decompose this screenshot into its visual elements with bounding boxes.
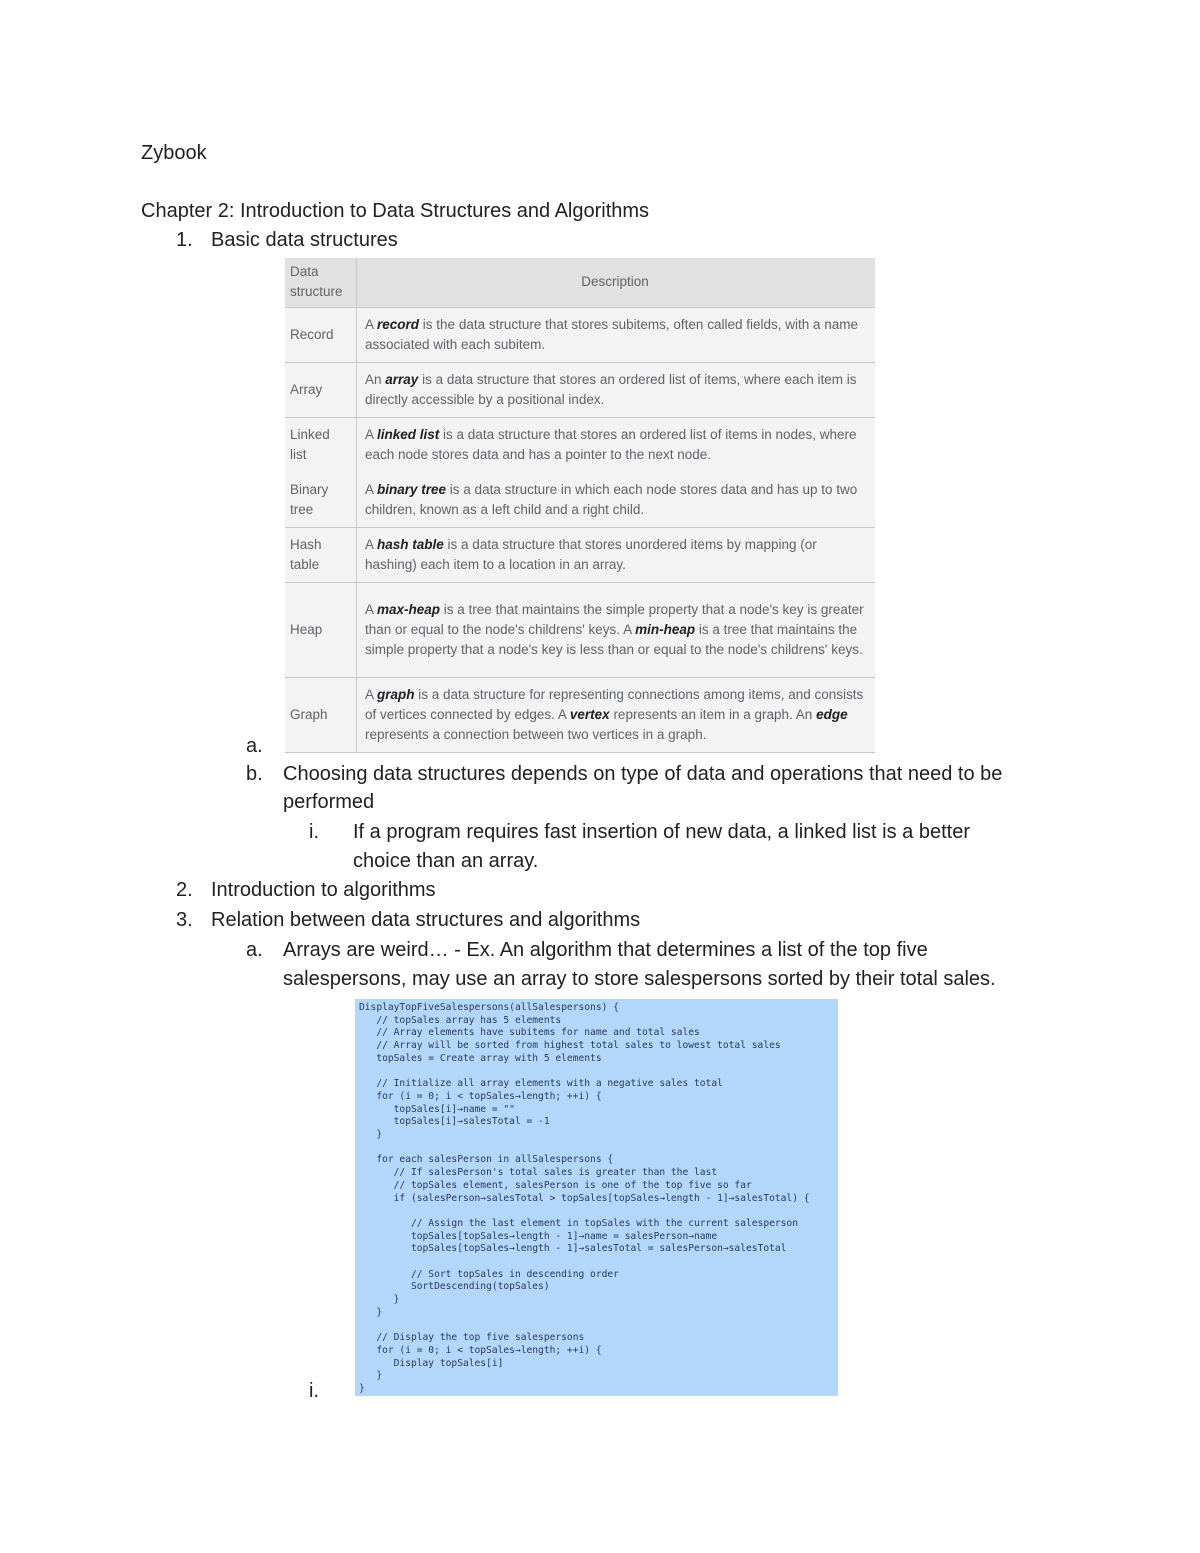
row-desc-graph: A graph is a data structure for representing connections among items, and consists of vertices connected by edges. A vertex represents an item in a graph. An edge represents a connection between two vertices in a graph. (357, 677, 876, 752)
row-name-hash-table: Hash table (285, 527, 357, 582)
sub3-a-line-2: salespersons, may use an array to store salespersons sorted by their total sales. (283, 968, 996, 990)
sub-b-i-line-1: If a program requires fast insertion of new data, a linked list is a better (353, 821, 970, 843)
row-desc-linked-list-binary-tree (357, 417, 876, 527)
row-name-linked-list: Linked list (290, 426, 330, 462)
code-text: DisplayTopFiveSalespersons(allSalespersons) { // topSales array has 5 elements // Array elements have subitems for name and total sales // Array will be sorted from highest total sales to lowest total sales topSales = Create array with 5 elements // Initialize all array elements with a negative sales total for (i = 0; i < topSales→length; ++i) { topSales[i]→name = "" topSales[i]→salesTotal = -1 } for each salesPerson in allSalespersons { // If salesPerson's total sales is greater than the last // topSales element, salesPerson is one of the top five so far if (salesPerson→salesTotal > topSales[topSales→length - 1]→salesTotal) { // Assign the last element in topSales with the current salesperson topSales[topSales→length - 1]→name = salesPerson→name topSales[topSales→length - 1]→salesTotal = salesPerson→salesTotal // Sort topSales in descending order SortDescending(topSales) } } // Display the top five salespersons for (i = 0; i < topSales→length; ++i) { Display topSales[i] } } (359, 1002, 810, 1395)
row-name-record: Record (285, 307, 357, 362)
table-row (285, 527, 875, 582)
row-desc-hash-table: A hash table is a data structure that stores unordered items by mapping (or hashing) each item to a location in an array. (357, 527, 876, 582)
code-block (355, 999, 838, 1396)
list-marker-3: 3. (176, 909, 193, 931)
list-marker-1b-i: i. (309, 821, 319, 843)
row-name-graph: Graph (285, 677, 357, 752)
row-desc-record: A record is the data structure that stores subitems, often called fields, with a name associated with each subitem. (357, 307, 876, 362)
row-name-array: Array (285, 362, 357, 417)
list-marker-1: 1. (176, 229, 193, 251)
list-item-basic-data-structures: Basic data structures (211, 229, 398, 251)
sub-b-line-1: Choosing data structures depends on type of data and operations that need to be (283, 763, 1003, 785)
table-header-data-structure: Data structure (285, 258, 357, 307)
table-row (285, 582, 875, 677)
table-row (285, 677, 875, 752)
row-name-heap: Heap (285, 582, 357, 677)
row-desc-heap: A max-heap is a tree that maintains the simple property that a node's key is greater than or equal to the node's childrens' keys. A min-heap is a tree that maintains the simple property that a node's key is less than or equal to the node's childrens' keys. (357, 582, 876, 677)
sub-b-line-2: performed (283, 791, 375, 813)
list-marker-1b: b. (246, 763, 263, 785)
list-marker-3a: a. (246, 939, 263, 961)
doc-title: Zybook (141, 142, 207, 164)
row-desc-linked-list: A linked list is a data structure that stores an ordered list of items in nodes, where each node stores data and has a pointer to the next node. (365, 426, 857, 462)
row-name-binary-tree: Binary tree (290, 481, 329, 517)
table-header-description: Description (357, 258, 876, 307)
row-name-linked-list-binary-tree (285, 417, 357, 527)
list-item-relation: Relation between data structures and algorithms (211, 909, 641, 931)
table-header-row (285, 258, 875, 307)
list-item-intro-algorithms: Introduction to algorithms (211, 879, 436, 901)
sub-b-i-line-2: choice than an array. (353, 850, 539, 872)
sub3-a-line-1: Arrays are weird… - Ex. An algorithm that determines a list of the top five (283, 939, 928, 961)
list-marker-1a: a. (246, 735, 263, 757)
row-desc-binary-tree: A binary tree is a data structure in which each node stores data and has up to two children, known as a left child and a right child. (365, 481, 858, 517)
chapter-heading: Chapter 2: Introduction to Data Structures and Algorithms (141, 200, 650, 222)
table-row (285, 307, 875, 362)
list-marker-2: 2. (176, 879, 193, 901)
row-desc-array: An array is a data structure that stores an ordered list of items, where each item is directly accessible by a positional index. (357, 362, 876, 417)
data-structures-table (285, 258, 875, 753)
table-row (285, 417, 875, 527)
table-row (285, 362, 875, 417)
list-marker-3a-i: i. (309, 1380, 319, 1402)
